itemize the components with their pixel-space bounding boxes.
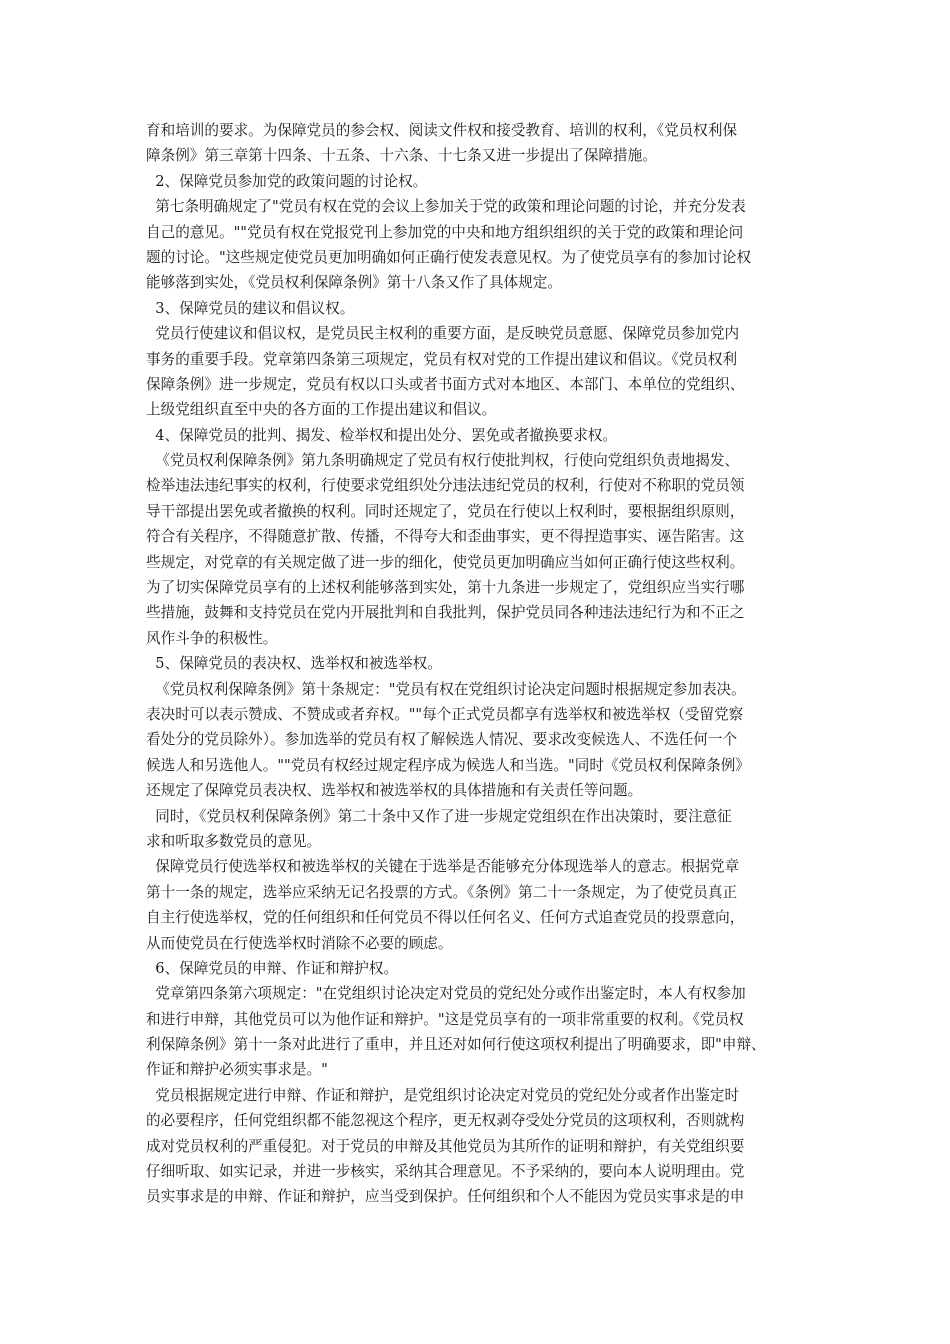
text-line: 仔细听取、如实记录，并进一步核实，采纳其合理意见。不予采纳的，要向本人说明理由。党 <box>146 1163 745 1181</box>
text-line: 利保障条例》第十一条对此进行了重申，并且还对如何行使这项权利提出了明确要求，即"申辩、 <box>146 1036 766 1054</box>
text-line: 障条例》第三章第十四条、十五条、十六条、十七条又进一步提出了保障措施。 <box>146 147 657 165</box>
section-heading: 6、保障党员的申辩、作证和辩护权。 <box>146 959 399 977</box>
text-line: 自己的意见。""党员有权在党报党刊上参加党的中央和地方组织组织的关于党的政策和理论问 <box>146 223 744 241</box>
text-line: 员实事求是的申辩、作证和辩护，应当受到保护。任何组织和个人不能因为党员实事求是的申 <box>146 1188 745 1206</box>
text-line: 保障党员行使选举权和被选举权的关键在于选举是否能够充分体现选举人的意志。根据党章 <box>146 858 740 876</box>
section-heading: 4、保障党员的批判、揭发、检举权和提出处分、罢免或者撤换要求权。 <box>146 426 617 444</box>
text-line: 上级党组织直至中央的各方面的工作提出建议和倡议。 <box>146 401 497 419</box>
text-line: 育和培训的要求。为保障党员的参会权、阅读文件权和接受教育、培训的权利，《党员权利保 <box>146 122 738 139</box>
text-line: 符合有关程序，不得随意扩散、传播，不得夸大和歪曲事实，更不得捏造事实、诬告陷害。这 <box>146 528 745 546</box>
text-line: 为了切实保障党员享有的上述权利能够落到实处，第十九条进一步规定了，党组织应当实行哪 <box>146 579 745 597</box>
text-line: 还规定了保障党员表决权、选举权和被选举权的具体措施和有关责任等问题。 <box>146 782 643 800</box>
document-body <box>146 118 810 1210</box>
text-line: 和进行申辩，其他党员可以为他作证和辩护。"这是党员享有的一项非常重要的权利。《党员权 <box>146 1010 744 1028</box>
text-line: 从而使党员在行使选举权时消除不必要的顾虑。 <box>146 934 453 952</box>
text-line: 些措施，鼓舞和支持党员在党内开展批判和自我批判，保护党员同各种违法违纪行为和不正之 <box>146 604 745 622</box>
text-line: 题的讨论。"这些规定使党员更加明确如何正确行使发表意见权。为了使党员享有的参加讨论权 <box>146 248 752 266</box>
text-line: 党员根据规定进行申辩、作证和辩护，是党组织讨论决定对党员的党纪处分或者作出鉴定时 <box>146 1086 740 1104</box>
text-line: 《党员权利保障条例》第十条规定："党员有权在党组织讨论决定问题时根据规定参加表决。 <box>146 680 746 698</box>
text-line: 能够落到实处，《党员权利保障条例》第十八条又作了具体规定。 <box>146 274 562 292</box>
section-heading: 3、保障党员的建议和倡议权。 <box>146 299 355 317</box>
text-line: 同时，《党员权利保障条例》第二十条中又作了进一步规定党组织在作出决策时，要注意征 <box>146 807 732 825</box>
text-line: 导干部提出罢免或者撤换的权利。同时还规定了，党员在行使以上权利时，要根据组织原则， <box>146 502 745 520</box>
text-line: 党员行使建议和倡议权，是党员民主权利的重要方面，是反映党员意愿、保障党员参加党内 <box>146 325 740 343</box>
text-line: 看处分的党员除外）。参加选举的党员有权了解候选人情况、要求改变候选人、不选任何一个 <box>146 731 738 749</box>
text-line: 第七条明确规定了"党员有权在党的会议上参加关于党的政策和理论问题的讨论，并充分发表 <box>146 198 746 216</box>
text-line: 些规定，对党章的有关规定做了进一步的细化，使党员更加明确应当如何正确行使这些权利。 <box>146 553 745 571</box>
text-line: 候选人和另选他人。""党员有权经过规定程序成为候选人和当选。"同时《党员权利保障条例》 <box>146 756 750 774</box>
text-line: 检举违法违纪事实的权利，行使要求党组织处分违法违纪党员的权利，行使对不称职的党员领 <box>146 477 745 495</box>
text-line: 保障条例》进一步规定，党员有权以口头或者书面方式对本地区、本部门、本单位的党组织、 <box>146 375 745 393</box>
section-heading: 5、保障党员的表决权、选举权和被选举权。 <box>146 655 442 673</box>
text-line: 表决时可以表示赞成、不赞成或者弃权。""每个正式党员都享有选举权和被选举权（受留党察 <box>146 705 744 723</box>
text-line: 成对党员权利的严重侵犯。对于党员的申辩及其他党员为其所作的证明和辩护，有关党组织要 <box>146 1137 745 1155</box>
text-line: 风作斗争的积极性。 <box>146 629 278 647</box>
text-line: 党章第四条第六项规定："在党组织讨论决定对党员的党纪处分或作出鉴定时，本人有权参加 <box>146 985 746 1003</box>
text-line: 自主行使选举权，党的任何组织和任何党员不得以任何名义、任何方式追查党员的投票意向， <box>146 909 745 927</box>
section-heading: 2、保障党员参加党的政策问题的讨论权。 <box>146 172 428 190</box>
text-line: 事务的重要手段。党章第四条第三项规定，党员有权对党的工作提出建议和倡议。《党员权利 <box>146 350 738 368</box>
text-line: 第十一条的规定，选举应采纳无记名投票的方式。《条例》第二十一条规定，为了使党员真正 <box>146 883 738 901</box>
text-line: 求和听取多数党员的意见。 <box>146 832 322 850</box>
text-line: 作证和辩护必须实事求是。" <box>146 1061 328 1079</box>
text-line: 的必要程序，任何党组织都不能忽视这个程序，更无权剥夺受处分党员的这项权利，否则就构 <box>146 1112 745 1130</box>
text-line: 《党员权利保障条例》第九条明确规定了党员有权行使批判权，行使向党组织负责地揭发、 <box>146 452 740 470</box>
